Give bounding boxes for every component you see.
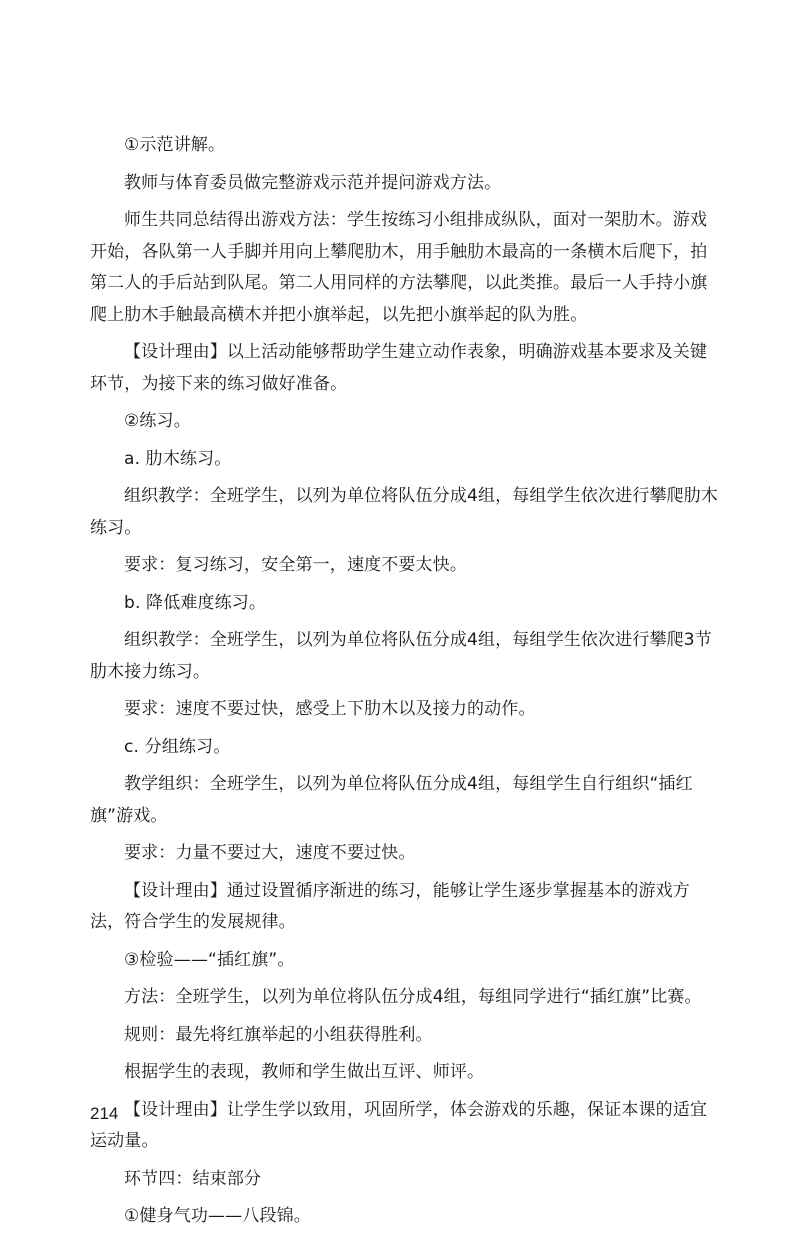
paragraph-test-rule: 规则：最先将红旗举起的小组获得胜利。 [124, 1024, 433, 1045]
paragraph-test-method: 方法：全班学生，以列为单位将队伍分成4组，每组同学进行“插红旗”比赛。 [124, 987, 702, 1007]
paragraph-game-method: 师生共同总结得出游戏方法：学生按练习小组排成纵队，面对一架肋木。游戏开始，各队第一人手脚并用向上攀爬肋木，用手触肋木最高的一条横木后爬下，拍第二人的手后站到队尾。第二人用同样的方法攀爬，以此类推。最后一人手持小旗爬上肋木手触最高横木并把小旗举起，以先把小旗举起的队为胜。 [90, 210, 708, 325]
page-body [90, 130, 720, 1233]
paragraph-section-four: 环节四：结束部分 [124, 1168, 262, 1189]
paragraph-evaluation: 根据学生的表现，教师和学生做出互评、师评。 [124, 1062, 485, 1082]
paragraph-test-heading: ③检验——“插红旗”。 [124, 949, 295, 970]
paragraph-demo-heading: ①示范讲解。 [124, 135, 226, 155]
paragraph-baduanjin: ①健身气功——八段锦。 [124, 1206, 311, 1226]
paragraph-requirement-c: 要求：力量不要过大，速度不要过快。 [124, 843, 416, 863]
paragraph-teacher-demo: 教师与体育委员做完整游戏示范并提问游戏方法。 [124, 172, 502, 193]
paragraph-requirement-b: 要求：速度不要过快，感受上下肋木以及接力的动作。 [124, 699, 536, 719]
paragraph-organize-b: 组织教学：全班学生，以列为单位将队伍分成4组，每组学生依次进行攀爬3节肋木接力练习。 [90, 630, 712, 682]
paragraph-design-reason-2: 【设计理由】通过设置循序渐进的练习，能够让学生逐步掌握基本的游戏方法，符合学生的发展规律。 [90, 880, 690, 932]
paragraph-practice-heading: ②练习。 [124, 411, 191, 431]
paragraph-practice-a: a. 肋木练习。 [124, 448, 232, 469]
paragraph-design-reason-1: 【设计理由】以上活动能够帮助学生建立动作表象，明确游戏基本要求及关键环节，为接下来的练习做好准备。 [90, 342, 708, 394]
paragraph-organize-c: 教学组织：全班学生，以列为单位将队伍分成4组，每组学生自行组织“插红旗”游戏。 [90, 774, 693, 826]
paragraph-practice-c: c. 分组练习。 [124, 736, 231, 757]
paragraph-design-reason-3: 【设计理由】让学生学以致用，巩固所学，体会游戏的乐趣，保证本课的适宜运动量。 [90, 1099, 708, 1151]
paragraph-organize-a: 组织教学：全班学生，以列为单位将队伍分成4组，每组学生依次进行攀爬肋木练习。 [90, 486, 719, 538]
paragraph-requirement-a: 要求：复习练习，安全第一，速度不要太快。 [124, 555, 467, 575]
page-number: 214 [90, 1104, 119, 1123]
paragraph-practice-b: b. 降低难度练习。 [124, 592, 267, 613]
